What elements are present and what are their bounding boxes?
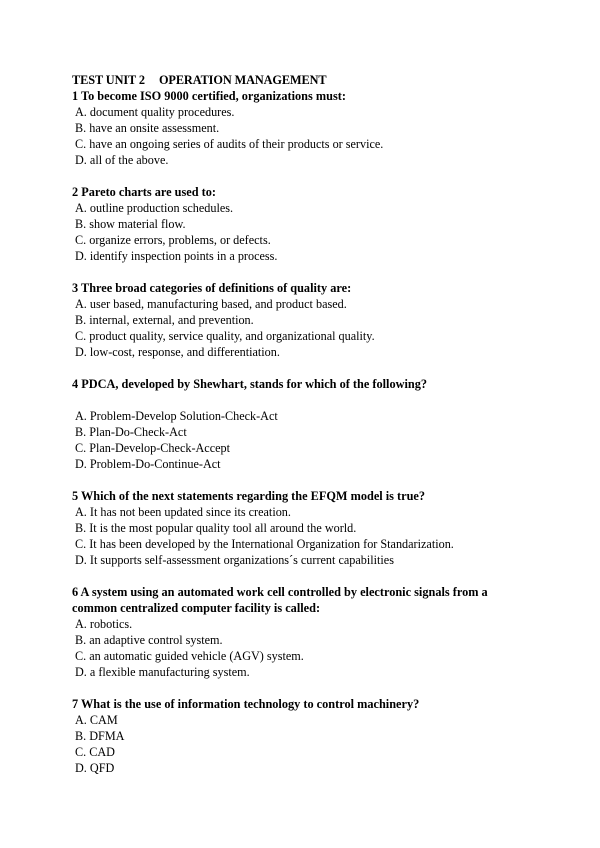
option-letter: D.: [75, 153, 87, 167]
option-letter: B.: [75, 121, 87, 135]
option-text: Problem-Do-Continue-Act: [89, 457, 221, 471]
option-letter: D.: [75, 249, 87, 263]
option-text: It has been developed by the International Organization for Standarization.: [89, 537, 454, 551]
option-a[interactable]: [72, 504, 542, 520]
option-text: Problem-Develop Solution-Check-Act: [89, 409, 278, 423]
answer-options: [72, 408, 542, 472]
answer-options: [72, 296, 542, 360]
question-text: 3 Three broad categories of definitions of quality are:: [72, 281, 352, 295]
option-c[interactable]: [72, 232, 542, 248]
document-content: [72, 72, 542, 776]
option-letter: A.: [75, 297, 87, 311]
option-c[interactable]: [72, 536, 542, 552]
option-a[interactable]: [72, 712, 542, 728]
option-c[interactable]: [72, 648, 542, 664]
option-a[interactable]: [72, 296, 542, 312]
option-letter: C.: [75, 745, 87, 759]
option-text: have an onsite assessment.: [89, 121, 220, 135]
option-a[interactable]: [72, 408, 542, 424]
option-letter: B.: [75, 313, 87, 327]
option-letter: B.: [75, 729, 87, 743]
option-c[interactable]: [72, 136, 542, 152]
option-letter: C.: [75, 137, 87, 151]
option-d[interactable]: [72, 344, 542, 360]
option-d[interactable]: [72, 552, 542, 568]
option-c[interactable]: [72, 440, 542, 456]
option-text: identify inspection points in a process.: [89, 249, 278, 263]
option-letter: B.: [75, 425, 87, 439]
option-a[interactable]: [72, 200, 542, 216]
question-4: [72, 376, 542, 472]
question-text: 7 What is the use of information technology to control machinery?: [72, 697, 420, 711]
option-letter: C.: [75, 649, 87, 663]
question-3: [72, 280, 542, 360]
question-2: [72, 184, 542, 264]
option-text: Plan-Do-Check-Act: [89, 425, 187, 439]
title-subject: OPERATION MANAGEMENT: [158, 73, 327, 87]
question-7: [72, 696, 542, 776]
option-text: product quality, service quality, and organizational quality.: [89, 329, 375, 343]
option-letter: C.: [75, 233, 87, 247]
option-letter: D.: [75, 761, 87, 775]
option-letter: C.: [75, 329, 87, 343]
option-c[interactable]: [72, 744, 542, 760]
option-d[interactable]: [72, 248, 542, 264]
option-letter: A.: [75, 505, 87, 519]
option-text: It has not been updated since its creation.: [89, 505, 291, 519]
question-text-line-1: 6 A system using an automated work cell controlled by electronic signals from a: [72, 585, 488, 599]
option-letter: A.: [75, 713, 87, 727]
option-letter: C.: [75, 537, 87, 551]
document-title: [72, 72, 542, 88]
option-b[interactable]: [72, 728, 542, 744]
option-b[interactable]: [72, 120, 542, 136]
option-text: internal, external, and prevention.: [89, 313, 254, 327]
question-text-line-2: common centralized computer facility is called:: [72, 601, 321, 615]
option-c[interactable]: [72, 328, 542, 344]
option-letter: A.: [75, 617, 87, 631]
answer-options: [72, 712, 542, 776]
question-1: [72, 88, 542, 168]
option-text: all of the above.: [89, 153, 169, 167]
option-text: organize errors, problems, or defects.: [89, 233, 271, 247]
option-text: low-cost, response, and differentiation.: [89, 345, 280, 359]
answer-options: [72, 504, 542, 568]
option-b[interactable]: [72, 312, 542, 328]
option-letter: D.: [75, 665, 87, 679]
option-text: DFMA: [89, 729, 125, 743]
option-d[interactable]: [72, 664, 542, 680]
option-letter: A.: [75, 409, 87, 423]
option-letter: B.: [75, 521, 87, 535]
option-letter: D.: [75, 345, 87, 359]
option-d[interactable]: [72, 760, 542, 776]
option-text: CAM: [89, 713, 118, 727]
option-b[interactable]: [72, 632, 542, 648]
question-text: 1 To become ISO 9000 certified, organizations must:: [72, 89, 346, 103]
option-text: It supports self-assessment organizations´s current capabilities: [89, 553, 394, 567]
question-text: 5 Which of the next statements regarding the EFQM model is true?: [72, 489, 426, 503]
option-text: an adaptive control system.: [89, 633, 223, 647]
option-d[interactable]: [72, 152, 542, 168]
option-letter: A.: [75, 105, 87, 119]
option-a[interactable]: [72, 104, 542, 120]
option-letter: C.: [75, 441, 87, 455]
option-text: CAD: [89, 745, 115, 759]
option-text: document quality procedures.: [89, 105, 235, 119]
option-letter: B.: [75, 217, 87, 231]
option-text: have an ongoing series of audits of their products or service.: [89, 137, 384, 151]
option-letter: A.: [75, 201, 87, 215]
answer-options: [72, 200, 542, 264]
option-letter: D.: [75, 553, 87, 567]
option-text: It is the most popular quality tool all around the world.: [89, 521, 357, 535]
option-b[interactable]: [72, 216, 542, 232]
question-6: [72, 584, 542, 680]
answer-options: [72, 104, 542, 168]
option-b[interactable]: [72, 424, 542, 440]
option-text: a flexible manufacturing system.: [89, 665, 250, 679]
question-text: 2 Pareto charts are used to:: [72, 185, 217, 199]
option-text: an automatic guided vehicle (AGV) system.: [89, 649, 304, 663]
option-d[interactable]: [72, 456, 542, 472]
option-text: show material flow.: [89, 217, 186, 231]
option-text: robotics.: [89, 617, 133, 631]
option-text: user based, manufacturing based, and product based.: [89, 297, 347, 311]
option-text: QFD: [89, 761, 115, 775]
question-text: 4 PDCA, developed by Shewhart, stands for which of the following?: [72, 377, 428, 391]
option-text: Plan-Develop-Check-Accept: [89, 441, 231, 455]
option-b[interactable]: [72, 520, 542, 536]
question-5: [72, 488, 542, 568]
option-letter: D.: [75, 457, 87, 471]
option-letter: B.: [75, 633, 87, 647]
answer-options: [72, 616, 542, 680]
title-unit: TEST UNIT 2: [72, 73, 145, 87]
option-a[interactable]: [72, 616, 542, 632]
option-text: outline production schedules.: [89, 201, 234, 215]
